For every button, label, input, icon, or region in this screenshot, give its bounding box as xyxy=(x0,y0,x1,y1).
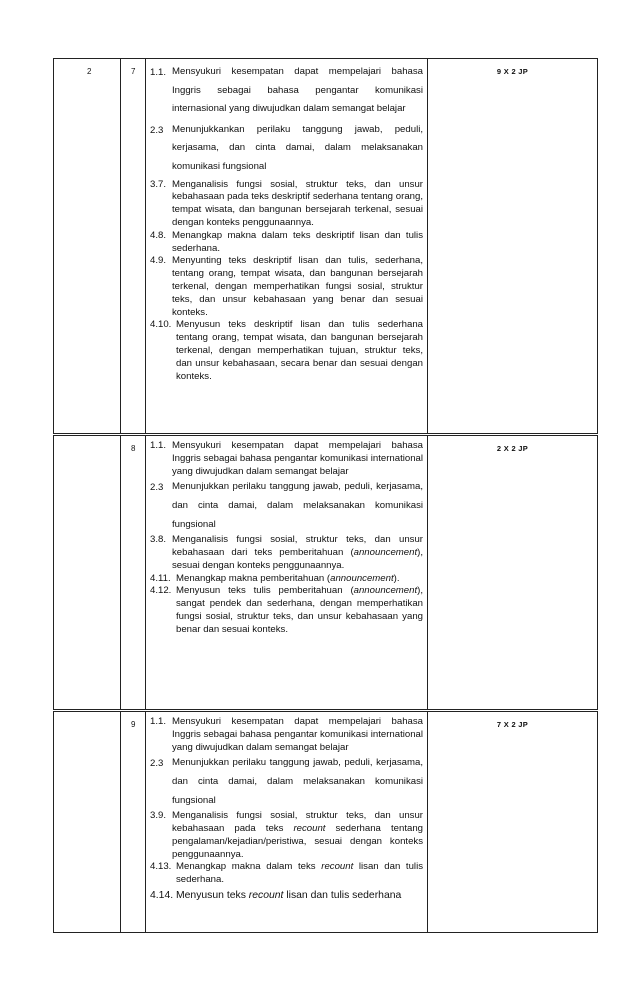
row-number xyxy=(54,435,121,711)
table-row xyxy=(54,435,598,711)
meeting-number: 9 xyxy=(121,711,146,933)
competency-list xyxy=(146,435,428,711)
competency-text: Mensyukuri kesempatan dapat mempelajari bahasa Inggris sebagai bahasa pengantar komunikasi internasional yang diwujudkan dalam semangat belajar xyxy=(172,66,423,115)
competency-text: Mensyukuri kesempatan dapat mempelajari bahasa Inggris sebagai bahasa pengantar komunikasi international yang diwujudkan dalam semangat belajar xyxy=(172,716,423,753)
time-allocation: 9 X 2 JP xyxy=(428,59,598,435)
competency-code: 1.1. xyxy=(150,67,167,78)
competency-item xyxy=(150,573,423,586)
competency-text: Menyusun teks tulis pemberitahuan (announcement), sangat pendek dan sederhana, dengan memperhatikan fungsi sosial, struktur teks, dan unsur kebahasaan yang benar dan sesuai konteks. xyxy=(176,585,423,635)
competency-item xyxy=(150,63,423,119)
competency-item xyxy=(150,478,423,534)
meeting-number: 7 xyxy=(121,59,146,435)
time-allocation: 7 X 2 JP xyxy=(428,711,598,933)
competency-item xyxy=(150,534,423,572)
meeting-number: 8 xyxy=(121,435,146,711)
row-number xyxy=(54,711,121,933)
competency-text: Menangkap makna dalam teks deskriptif lisan dan tulis sederhana. xyxy=(172,229,423,254)
competency-code: 3.9. xyxy=(150,810,167,822)
competency-code: 2.3 xyxy=(150,758,164,770)
competency-text: Menangkap makna dalam teks recount lisan dan tulis sederhana. xyxy=(176,861,423,886)
table-row xyxy=(54,59,598,435)
competency-code: 2.3 xyxy=(150,124,164,136)
competency-list xyxy=(146,59,428,435)
competency-code: 3.8. xyxy=(150,534,167,546)
competency-text: Menganalisis fungsi sosial, struktur teks, dan unsur kebahasaan pada teks recount sederhana tentang pengalaman/kejadian/peristiwa, sesuai dengan konteks penggunaannya. xyxy=(172,810,423,860)
time-allocation: 2 X 2 JP xyxy=(428,435,598,711)
competency-text: Mensyukuri kesempatan dapat mempelajari bahasa Inggris sebagai bahasa pengantar komunikasi international yang diwujudkan dalam semangat belajar xyxy=(172,440,423,477)
competency-text: Menyusun teks deskriptif lisan dan tulis sederhana tentang orang, tempat wisata, dan bangunan bersejarah terkenal, dengan memperhatikan tujuan, struktur teks, dan unsur kebahasaan, secara benar dan sesuai dengan konteks. xyxy=(176,319,423,382)
competency-list xyxy=(146,711,428,933)
competency-code: 4.10. xyxy=(150,319,172,331)
competency-text: Menunjukkankan perilaku tanggung jawab, peduli, kerjasama, dan cinta damai, dalam melaksanakan komunikasi fungsional xyxy=(172,123,423,172)
competency-item xyxy=(150,861,423,887)
competency-item xyxy=(150,319,423,383)
competency-code: 3.7. xyxy=(150,178,167,190)
competency-text: Menganalisis fungsi sosial, struktur teks, dan unsur kebahasaan pada teks deskriptif sederhana tentang orang, tempat wisata, dan bangunan bersejarah terkenal, sesuai dengan konteks penggunaannya. xyxy=(172,178,423,228)
competency-code: 2.3 xyxy=(150,482,164,494)
competency-item xyxy=(150,255,423,319)
competency-item xyxy=(150,754,423,810)
competency-code: 4.13. xyxy=(150,861,172,873)
competency-text: Menyusun teks recount lisan dan tulis sederhana xyxy=(176,889,402,901)
competency-text: Menyunting teks deskriptif lisan dan tulis, sederhana, tentang orang, tempat wisata, dan bangunan bersejarah terkenal, dengan memperhatikan fungsi sosial, struktur teks, dan unsur kebahasaan yang benar dan sesuai konteks. xyxy=(172,255,423,318)
competency-item xyxy=(150,810,423,861)
competency-table xyxy=(53,58,598,933)
row-number: 2 xyxy=(54,59,121,435)
competency-item xyxy=(150,179,423,230)
competency-item xyxy=(150,585,423,636)
competency-item xyxy=(150,230,423,256)
competency-code: 4.14. xyxy=(150,889,174,901)
competency-text: Menganalisis fungsi sosial, struktur teks, dan unsur kebahasaan dari teks pemberitahuan (announcement), sesuai dengan konteks penggunaannya. xyxy=(172,534,423,571)
competency-code: 4.11. xyxy=(150,572,171,584)
competency-code: 4.12. xyxy=(150,585,172,597)
competency-code: 1.1. xyxy=(150,440,167,451)
competency-text: Menunjukkan perilaku tanggung jawab, peduli, kerjasama, dan cinta damai, dalam melaksanakan komunikasi fungsional xyxy=(172,481,423,530)
competency-item xyxy=(150,890,423,903)
competency-code: 4.9. xyxy=(150,255,167,267)
competency-code: 1.1. xyxy=(150,716,167,727)
competency-item xyxy=(150,121,423,177)
competency-text: Menangkap makna pemberitahuan (announcement). xyxy=(176,572,400,584)
table-row xyxy=(54,711,598,933)
competency-item xyxy=(150,716,423,754)
competency-item xyxy=(150,440,423,478)
competency-code: 4.8. xyxy=(150,229,167,241)
competency-text: Menunjukkan perilaku tanggung jawab, peduli, kerjasama, dan cinta damai, dalam melaksanakan komunikasi fungsional xyxy=(172,757,423,806)
